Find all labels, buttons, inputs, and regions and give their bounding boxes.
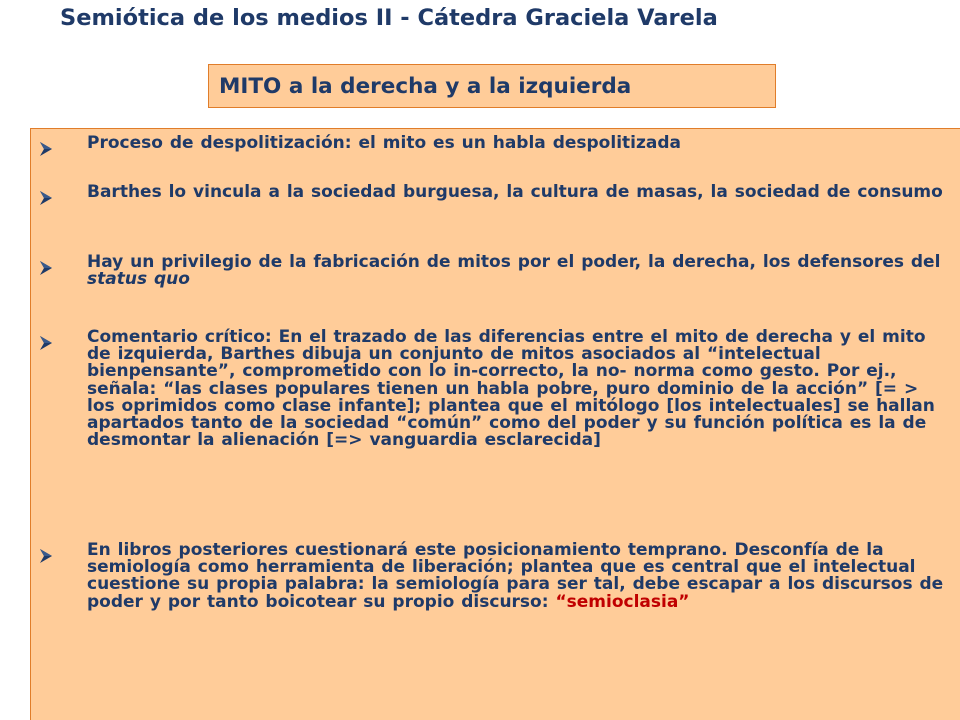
- arrowhead-bullet-icon: [39, 335, 53, 351]
- arrowhead-bullet-icon: [39, 141, 53, 157]
- bullet-text: [87, 254, 947, 288]
- subtitle-box: [208, 64, 776, 108]
- content-box: [30, 128, 960, 720]
- bullet-text-italic: status quo: [87, 269, 190, 290]
- arrowhead-bullet-icon: [39, 190, 53, 206]
- page-title: Semiótica de los medios II - Cátedra Graciela Varela: [60, 5, 718, 31]
- bullet-item: [31, 252, 960, 290]
- slide-subtitle: MITO a la derecha y a la izquierda: [219, 74, 632, 99]
- bullet-text: Barthes lo vincula a la sociedad burguesa, la cultura de masas, la sociedad de consumo: [87, 182, 943, 202]
- bullet-text: [87, 542, 947, 611]
- arrowhead-bullet-icon: [39, 548, 53, 564]
- bullet-text-plain: En libros posteriores cuestionará este posicionamiento temprano. Desconfía de la semiología como herramienta de liberación; plantea que es central que el intelectual cuestione su propia palabra: la semiología para ser tal, debe escapar a los discursos de poder y por tanto boicotear su propio discurso:: [87, 540, 944, 612]
- bullet-text: Proceso de despolitización: el mito es un habla despolitizada: [87, 133, 681, 153]
- bullet-item: [31, 540, 960, 612]
- bullet-item: [31, 182, 960, 202]
- bullet-item: [31, 327, 960, 451]
- arrowhead-bullet-icon: [39, 260, 53, 276]
- semioclasia-term: “semioclasia”: [555, 591, 690, 612]
- bullet-text-plain: Hay un privilegio de la fabricación de mitos por el poder, la derecha, los defensores del: [87, 252, 941, 272]
- bullet-text: Comentario crítico: En el trazado de las diferencias entre el mito de derecha y el mito de izquierda, Barthes dibuja un conjunto de mitos asociados al “intelectual bienpensante”, comprometido con lo in-correcto, la no- norma como gesto. Por ej., señala: “las clases populares tienen un habla pobre, puro dominio de la acción” [= > los oprimidos como clase infante]; plantea que el mitólogo [los intelectuales] se hallan apartados tanto de la sociedad “común” como del poder y su función política es la de desmontar la alienación [=> vanguardia esclarecida]: [87, 327, 935, 451]
- bullet-item: [31, 133, 960, 153]
